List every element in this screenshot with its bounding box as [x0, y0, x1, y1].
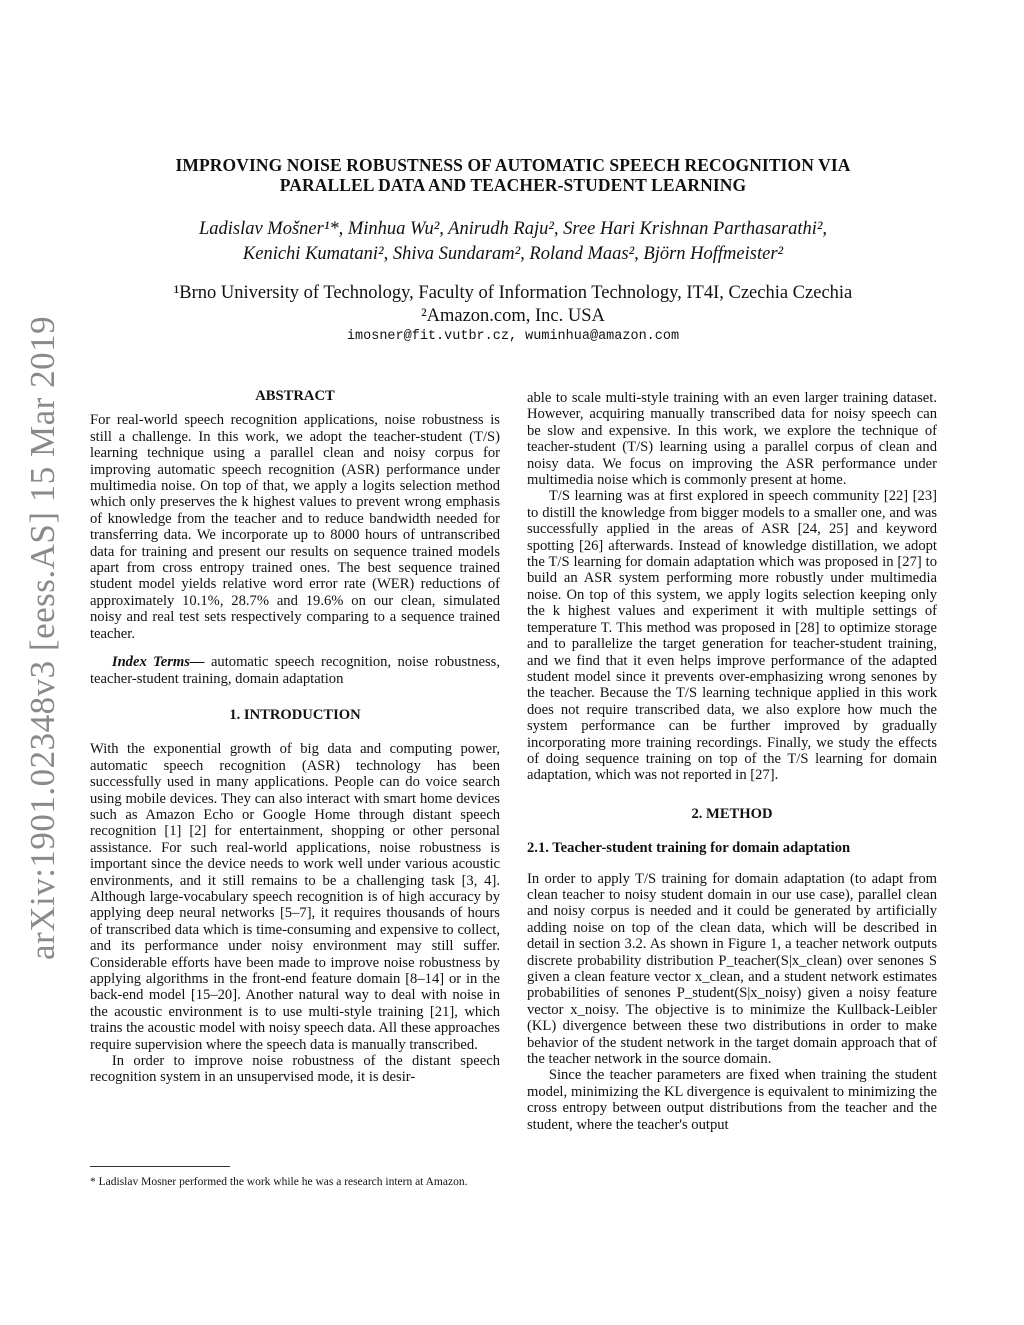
author-list	[90, 217, 936, 267]
index-terms-text: automatic speech recognition, noise robustness, teacher-student training, domain adaptation	[90, 654, 501, 687]
index-terms	[90, 654, 500, 687]
intro-paragraph-4: T/S learning was at first explored in speech community [22] [23] to distill the knowledge from bigger models to a smaller one, and was successfully applied in the areas of ASR [24, 25] and keyword spotting [26] afterwards. Instead of knowledge distillation, we adopt the T/S learning for domain adaptation which was proposed in [27] to build an ASR system performing more robustly under multimedia noise. On top of this system, we apply logits selection keeping only the k highest values and experiment it with multiple settings of temperature T. This method was proposed in [28] to optimize storage and to parallelize the target generation for teacher-student training, and we find that it even helps improve performance of the adapted student model since it prevents over-emphasizing wrong senones by the teacher. Because the T/S learning technique applied in this work does not require transcribed data, we also explore how much the system performance can be further improved by gradually incorporating more training recordings. Finally, we study the effects of doing sequence training on top of the T/S learning for domain adaptation, which was not reported in [27].	[527, 488, 937, 784]
intro-paragraph-1: With the exponential growth of big data and computing power, automatic speech recognition (ASR) technology has been successfully used in many applications. People can do voice search using mobile devices. They can also interact with smart home devices such as Amazon Echo or Google Home through distant speech recognition [1] [2] for entertainment, shopping or other personal assistance. For such real-world applications, noise robustness is important since the device needs to work well under various acoustic environments, and it still remains to be a challenging task [3, 4]. Although large-vocabulary speech recognition is of high accuracy by applying deep neural networks [5–7], it requires thousands of hours of transcribed data which is time-consuming and expensive to collect, and its performance under noisy environment may still suffer. Considerable efforts have been made to improve noise robustness by applying algorithms in the front-end feature domain [8–14] or in the back-end model [15–20]. Another natural way to deal with noise in the acoustic environment is to use multi-style training [21], which trains the acoustic model with noisy speech data. All these approaches require supervision where the speech data is manually transcribed.	[90, 741, 500, 1053]
affiliation-1: ¹Brno University of Technology, Faculty of Information Technology, IT4I, Czechia Czechia	[173, 283, 853, 303]
title-line-2: PARALLEL DATA AND TEACHER-STUDENT LEARNING	[279, 175, 747, 195]
footnote-rule	[90, 1166, 230, 1167]
section-2-1-heading: 2.1. Teacher-student training for domain adaptation	[527, 840, 851, 857]
authors-line-2: Kenichi Kumatani², Shiva Sundaram², Roland Maas², Björn Hoffmeister²	[242, 244, 784, 264]
abstract-text: For real-world speech recognition applications, noise robustness is still a challenge. In this work, we adopt the teacher-student (T/S) learning technique using a parallel clean and noisy corpus for improving automatic speech recognition (ASR) performance under multimedia noise. On top of that, we apply a logits selection method which only preserves the k highest values to prevent wrong emphasis of knowledge from the teacher and to reduce bandwidth needed for transferring data. We incorporate up to 8000 hours of untranscribed data for training and present our results on sequence trained models apart from cross entropy trained ones. The best sequence trained student model yields relative word error rate (WER) reductions of approximately 10.1%, 28.7% and 19.6% on our clean, simulated noisy and real test sets respectively comparing to a sequence trained teacher.	[90, 412, 500, 642]
authors-line-1: Ladislav Mošner¹*, Minhua Wu², Anirudh Raju², Sree Hari Krishnan Parthasarathi²,	[198, 219, 828, 239]
title-line-1: IMPROVING NOISE ROBUSTNESS OF AUTOMATIC SPEECH RECOGNITION VIA	[175, 155, 851, 175]
affiliations	[90, 282, 936, 328]
method-paragraph-2: Since the teacher parameters are fixed when training the student model, minimizing the KL divergence is equivalent to minimizing the cross entropy between output distributions from the teacher and the student, where the teacher's output	[527, 1067, 937, 1133]
section-1-heading: 1. INTRODUCTION	[229, 706, 361, 723]
section-2-heading: 2. METHOD	[691, 805, 773, 822]
index-terms-label: Index Terms—	[111, 654, 205, 671]
affiliation-2: ²Amazon.com, Inc. USA	[421, 306, 605, 326]
footnote-text: * Ladislav Mosner performed the work while he was a research intern at Amazon.	[90, 1176, 468, 1188]
method-paragraph-1: In order to apply T/S training for domain adaptation (to adapt from clean teacher to noisy student domain in our use case), parallel clean and noisy corpus is needed and it could be generated by artificially adding noise on top of the clean data, which will be described in detail in section 3.2. As shown in Figure 1, a teacher network outputs discrete probability distribution P_teacher(S|x_clean) over senones S given a clean feature vector x_clean, and a student network estimates probabilities of senones P_student(S|x_noisy) given a noisy feature vector x_noisy. The objective is to minimize the Kullback-Leibler (KL) divergence between these two distributions in order to make behavior of the student network in the target domain approach that of the teacher network in the source domain.	[527, 870, 937, 1068]
right-column	[527, 390, 937, 1133]
left-column	[90, 388, 500, 1086]
intro-paragraph-2: In order to improve noise robustness of the distant speech recognition system in an unsupervised mode, it is desir-	[90, 1053, 500, 1086]
arxiv-identifier[interactable]: arXiv:1901.02348v3 [eess.AS] 15 Mar 2019	[23, 315, 62, 960]
intro-paragraph-3: able to scale multi-style training with an even larger training dataset. However, acquiring manually transcribed data for noisy speech can be slow and expensive. In this work, we explore the technique of teacher-student (T/S) learning using a parallel corpus of clean and noisy data. We focus on improving the ASR performance under multimedia noise which is commonly present at home.	[527, 390, 937, 489]
contact-emails: imosner@fit.vutbr.cz, wuminhua@amazon.com	[346, 329, 680, 344]
footnote	[90, 1166, 500, 1190]
abstract-heading: ABSTRACT	[255, 388, 335, 404]
paper-title	[90, 155, 936, 195]
